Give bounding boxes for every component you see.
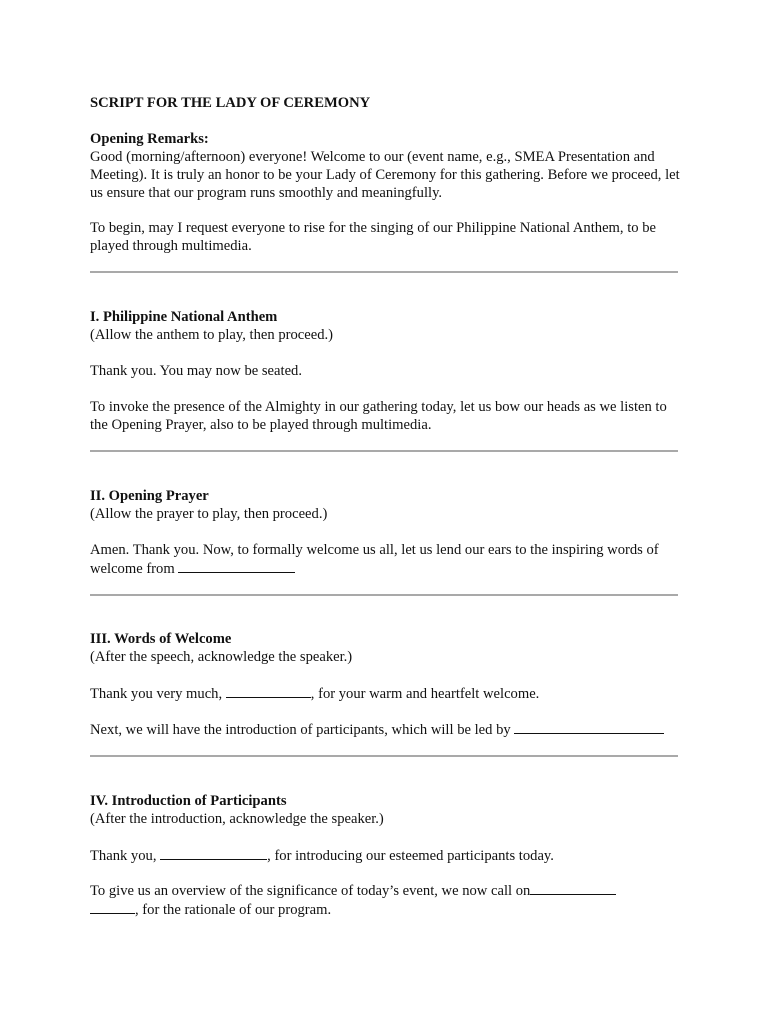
section-heading-welcome: III. Words of Welcome — [90, 631, 232, 647]
participants-leader-blank[interactable] — [514, 720, 664, 734]
participants-thanks-text-a: Thank you, — [90, 848, 157, 864]
seated-paragraph: Thank you. You may now be seated. — [90, 363, 302, 379]
section-note-anthem: (Allow the anthem to play, then proceed.) — [90, 327, 334, 343]
participants-intro-paragraph — [90, 720, 682, 739]
welcome-invitation-paragraph — [90, 541, 682, 578]
section-note-prayer: (Allow the prayer to play, then proceed.) — [90, 506, 328, 522]
welcome-invitation-text: Amen. Thank you. Now, to formally welcome us all, let us lend our ears to the inspiring words of welcome from — [90, 542, 659, 577]
participants-thanks-paragraph — [90, 846, 682, 865]
welcome-thanks-text-b: , for your warm and heartfelt welcome. — [310, 686, 540, 702]
welcome-thanks-paragraph — [90, 684, 682, 703]
section-divider — [90, 450, 678, 452]
participants-intro-text: Next, we will have the introduction of participants, which will be led by — [90, 722, 511, 738]
section-divider — [90, 755, 678, 757]
section-divider — [90, 271, 678, 273]
rationale-speaker-blank-1[interactable] — [530, 881, 616, 895]
welcome-speaker-blank[interactable] — [226, 684, 311, 698]
rationale-text-a: To give us an overview of the significance of today’s event, we now call on — [90, 883, 531, 899]
section-note-welcome: (After the speech, acknowledge the speaker.) — [90, 649, 353, 665]
rationale-paragraph — [90, 881, 682, 919]
prayer-invitation-paragraph: To invoke the presence of the Almighty in our gathering today, let us bow our heads as we listen to the Opening Prayer, also to be played through multimedia. — [90, 399, 667, 433]
anthem-invitation-paragraph: To begin, may I request everyone to rise for the singing of our Philippine National Anthem, to be played through multimedia. — [90, 220, 656, 254]
opening-remarks-heading: Opening Remarks: — [90, 131, 209, 147]
section-divider — [90, 594, 678, 596]
rationale-text-b: , for the rationale of our program. — [135, 902, 332, 918]
section-heading-prayer: II. Opening Prayer — [90, 488, 209, 504]
welcome-thanks-text-a: Thank you very much, — [90, 686, 223, 702]
participants-speaker-blank[interactable] — [160, 846, 267, 860]
section-heading-anthem: I. Philippine National Anthem — [90, 309, 278, 325]
document-title: SCRIPT FOR THE LADY OF CEREMONY — [90, 95, 371, 111]
opening-remarks-paragraph: Good (morning/afternoon) everyone! Welcome to our (event name, e.g., SMEA Presentation and Meeting). It is truly an honor to be your Lady of Ceremony for this gathering. Before we proceed, let us ensure that our program runs smoothly and meaningfully. — [90, 149, 680, 201]
speaker-name-blank[interactable] — [178, 559, 295, 573]
rationale-speaker-blank-2[interactable] — [90, 900, 135, 914]
participants-thanks-text-b: , for introducing our esteemed participants today. — [267, 848, 554, 864]
section-note-participants: (After the introduction, acknowledge the speaker.) — [90, 811, 384, 827]
section-heading-participants: IV. Introduction of Participants — [90, 793, 287, 809]
